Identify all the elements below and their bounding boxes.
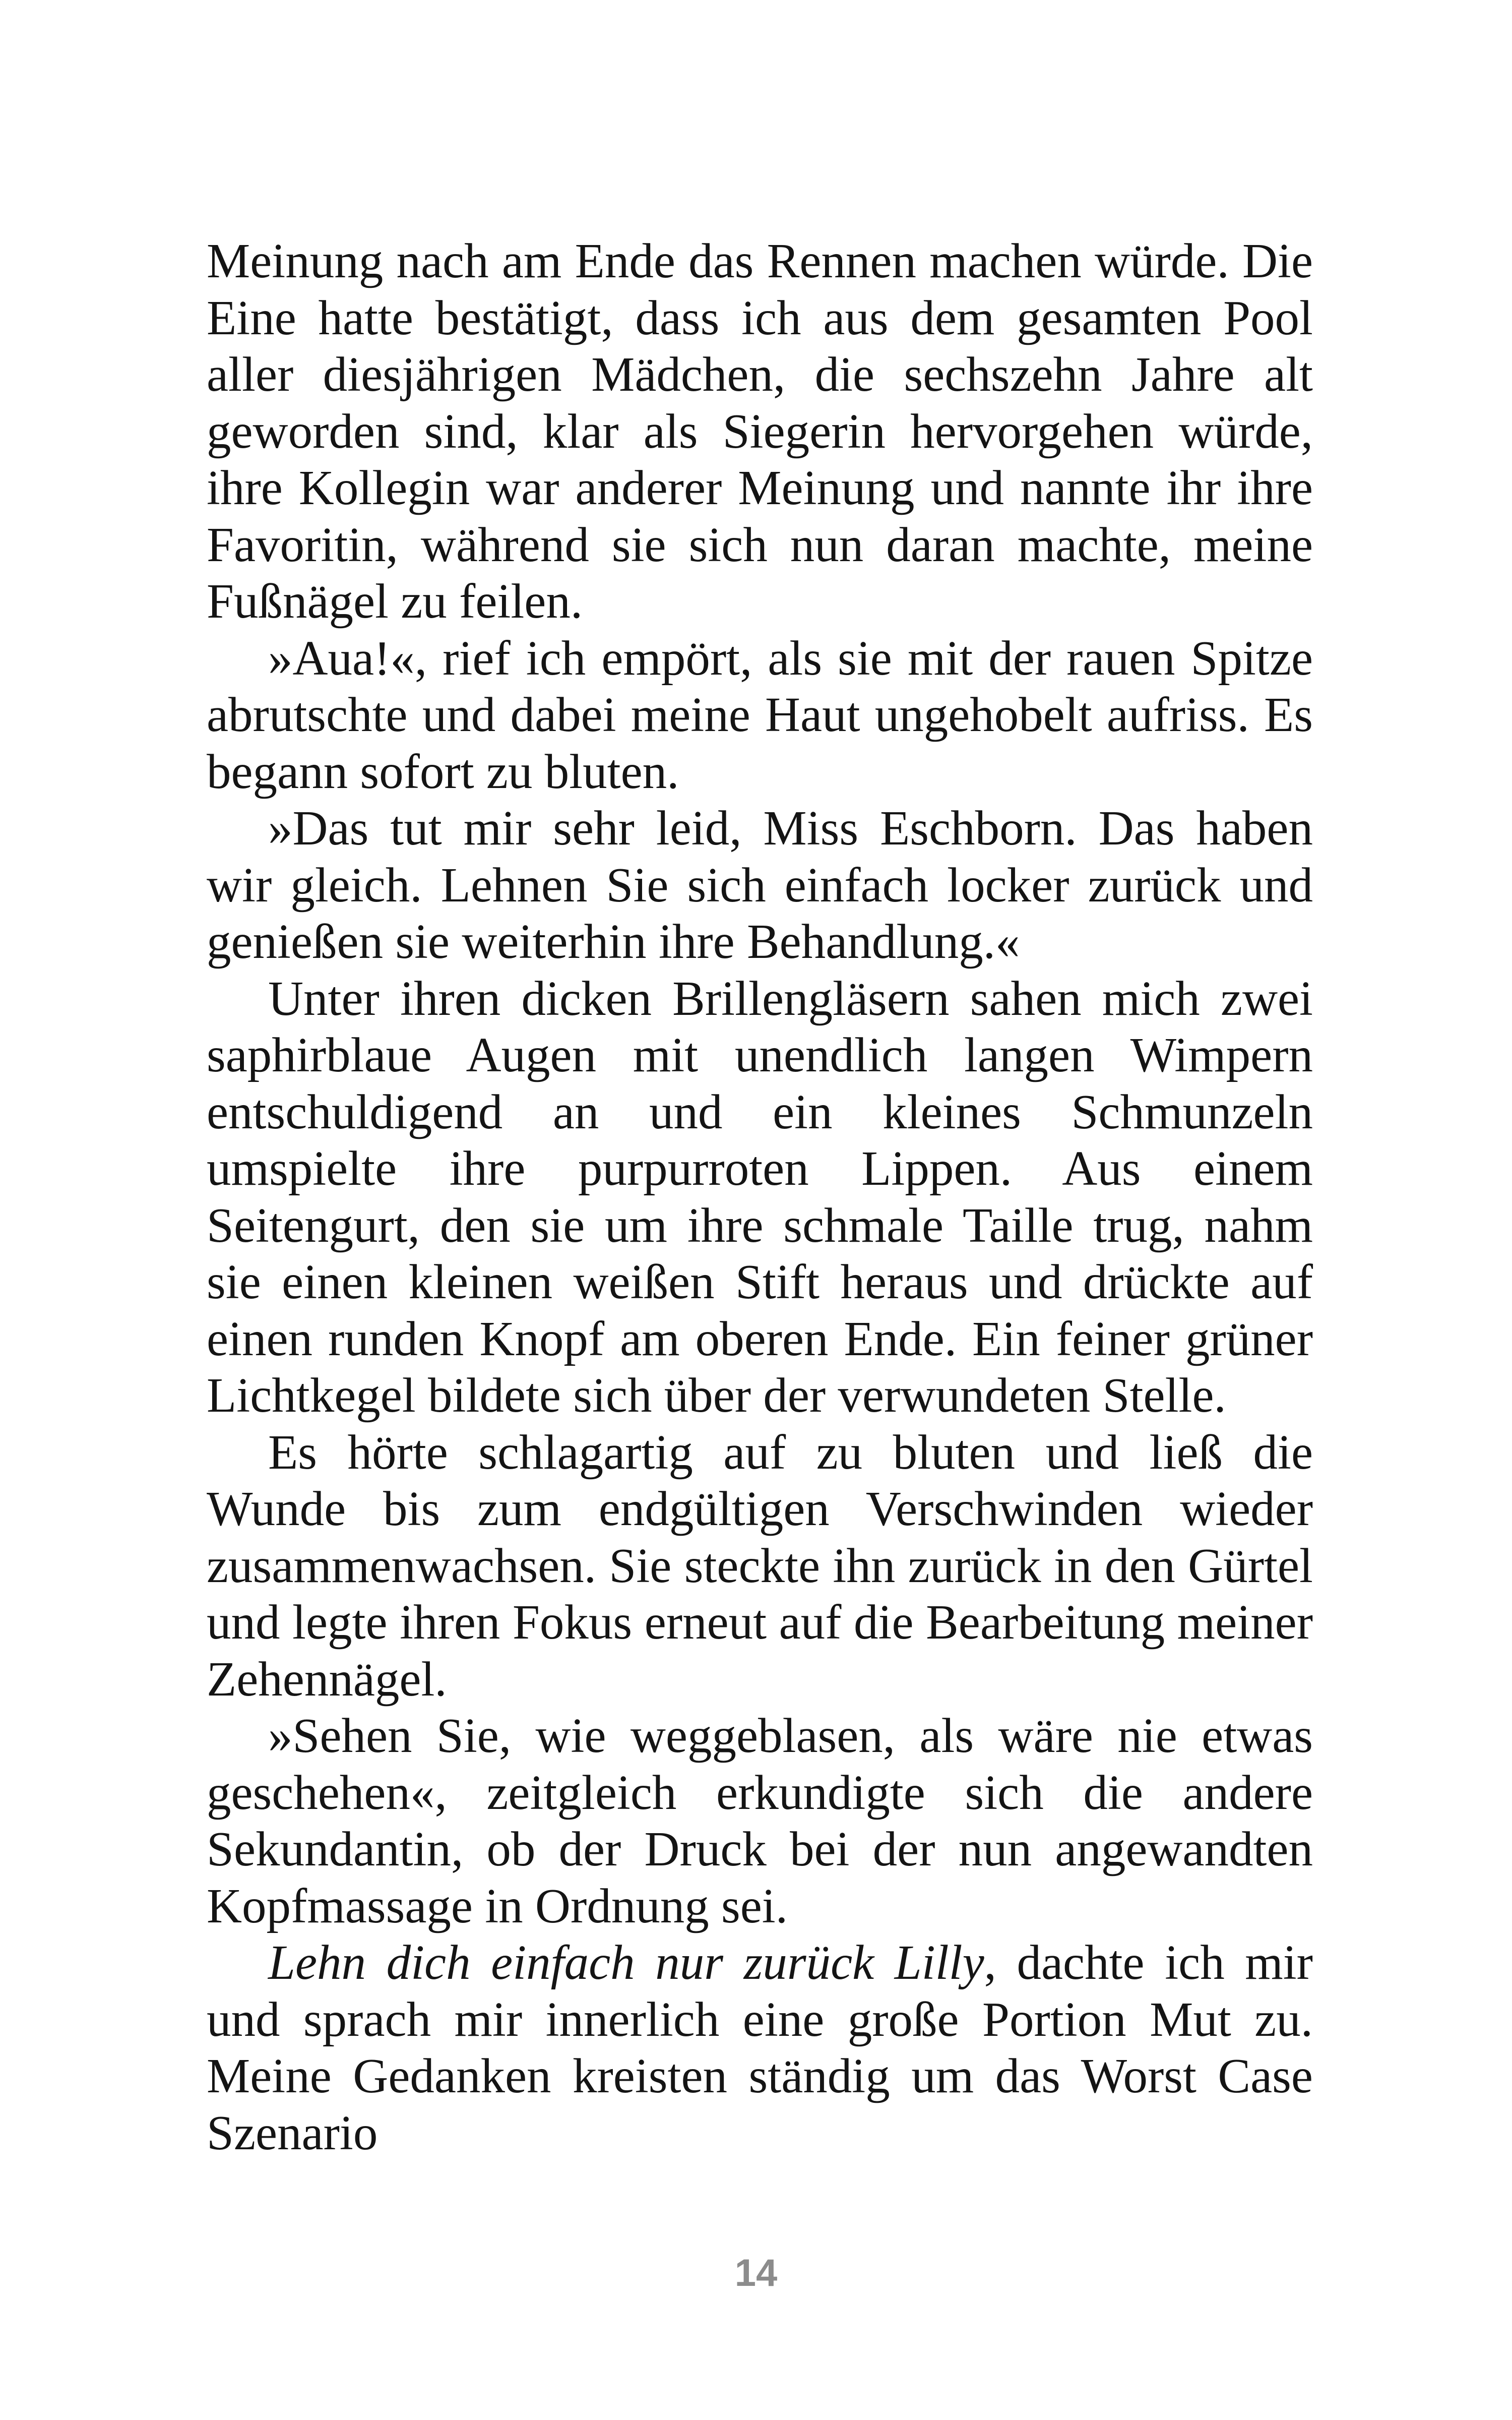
paragraph	[207, 1934, 1313, 2161]
paragraph-text: , dachte ich mir und sprach mir innerlich eine große Portion Mut zu. Meine Gedanken kreisten ständig um das Worst Case Szenario	[207, 1935, 1313, 2160]
paragraph: »Aua!«, rief ich empört, als sie mit der rauen Spitze abrutschte und dabei meine Haut ungehobelt aufriss. Es begann sofort zu bluten.	[207, 631, 1313, 799]
paragraph: »Das tut mir sehr leid, Miss Eschborn. Das haben wir gleich. Lehnen Sie sich einfach locker zurück und genießen sie weiterhin ihre Behandlung.«	[207, 801, 1313, 969]
paragraph: »Sehen Sie, wie weggeblasen, als wäre nie etwas geschehen«, zeitgleich erkundigte sich die andere Sekundantin, ob der Druck bei der nun angewandten Kopfmassage in Ordnung sei.	[207, 1709, 1313, 1933]
italic-thought: Lehn dich einfach nur zurück Lilly	[268, 1935, 984, 1989]
body-text	[207, 233, 1313, 2161]
paragraph: Unter ihren dicken Brillengläsern sahen mich zwei saphirblaue Augen mit unendlich langen Wimpern entschuldigend an und ein kleines Schmunzeln umspielte ihre purpurroten Lippen. Aus einem Seitengurt, den sie um ihre schmale Taille trug, nahm sie einen kleinen weißen Stift heraus und drückte auf einen runden Knopf am oberen Ende. Ein feiner grüner Lichtkegel bildete sich über der verwundeten Stelle.	[207, 971, 1313, 1422]
paragraph: Meinung nach am Ende das Rennen machen würde. Die Eine hatte bestätigt, dass ich aus dem gesamten Pool aller diesjährigen Mädchen, die sechszehn Jahre alt geworden sind, klar als Siegerin hervorgehen würde, ihre Kollegin war anderer Meinung und nannte ihr ihre Favoritin, während sie sich nun daran machte, meine Fußnägel zu feilen.	[207, 234, 1313, 628]
paragraph: Es hörte schlagartig auf zu bluten und ließ die Wunde bis zum endgültigen Verschwinden wieder zusammenwachsen. Sie steckte ihn zurück in den Gürtel und legte ihren Fokus erneut auf die Bearbeitung meiner Zehennägel.	[207, 1425, 1313, 1706]
page-number: 14	[734, 2252, 778, 2294]
